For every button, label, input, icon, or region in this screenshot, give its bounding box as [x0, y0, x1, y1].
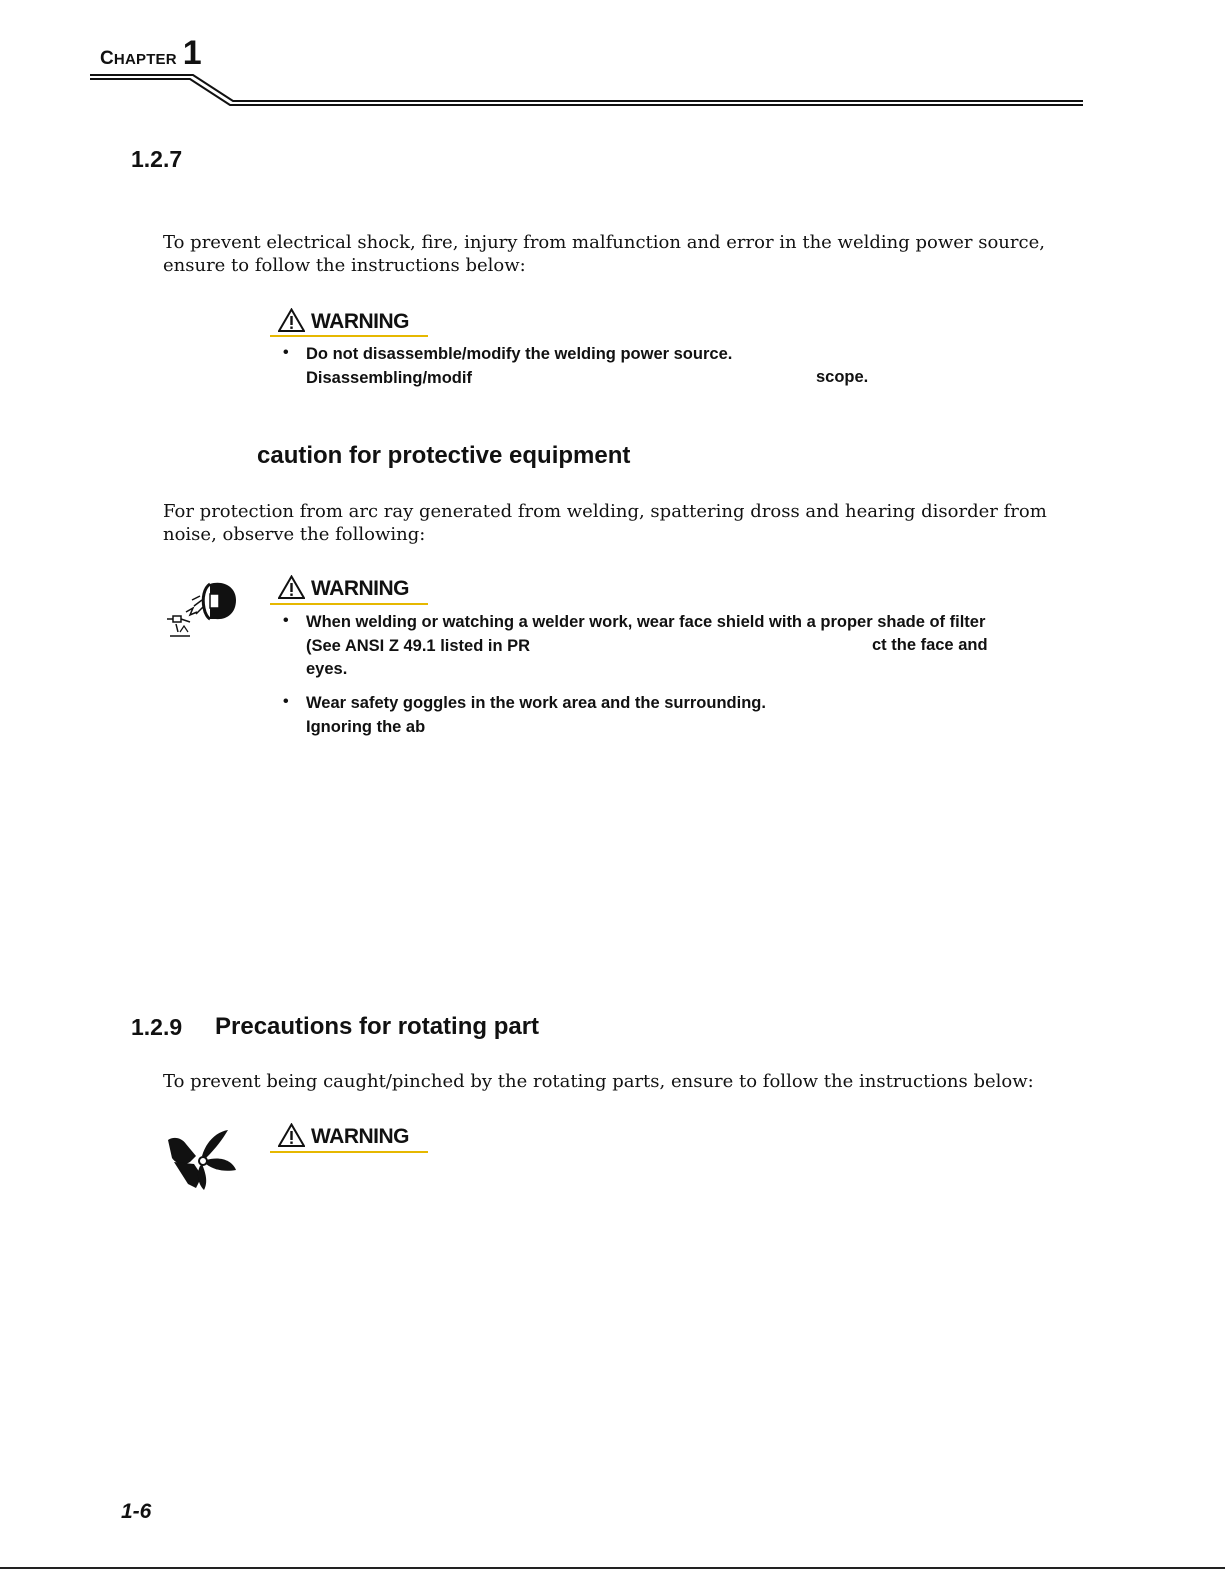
- warning-underline-127: [270, 335, 428, 337]
- section-title-128: caution for protective equipment: [257, 442, 631, 469]
- text-fragment: eyes.: [306, 660, 348, 678]
- page-bottom-rule: [0, 1567, 1225, 1569]
- section-128-intro: For protection from arc ray generated from welding, spattering dross and hearing disorder from noise, observe the following:: [163, 501, 1047, 545]
- warning-triangle-icon: [278, 1123, 305, 1147]
- section-128-bullet-2: Wear safety goggles in the work area and the surrounding. Ignoring the ab: [306, 694, 766, 736]
- section-127-bullet-1: Do not disassemble/modify the welding power source. Disassembling/modif: [306, 345, 733, 387]
- bullet-marker: •: [283, 693, 289, 710]
- welding-face-shield-icon: [166, 578, 240, 640]
- section-title-129: Precautions for rotating part: [215, 1013, 540, 1040]
- section-number-129: 1.2.9: [131, 1014, 183, 1040]
- warning-triangle-icon: [278, 308, 305, 332]
- section-129-intro: To prevent being caught/pinched by the rotating parts, ensure to follow the instructions below:: [163, 1071, 1034, 1092]
- chapter-word: CHAPTER: [100, 48, 177, 69]
- bullet-marker: •: [283, 612, 289, 629]
- page-number: 1-6: [121, 1500, 152, 1523]
- warning-header-128: WARNING: [278, 575, 409, 601]
- warning-underline-128: [270, 603, 428, 605]
- section-128-bullet-1: When welding or watching a welder work, wear face shield with a proper shade of filter (See ANSI Z 49.1 listed in PR: [306, 613, 986, 655]
- warning-header-127: WARNING: [278, 308, 409, 334]
- section-number-127: 1.2.7: [131, 146, 183, 172]
- chapter-label: [100, 36, 202, 70]
- text-fragment: ct the face and: [872, 636, 988, 654]
- chapter-header-rule: [90, 70, 1090, 110]
- bullet-marker: •: [283, 344, 289, 361]
- warning-triangle-icon: [278, 575, 305, 599]
- hand-caught-in-rotating-part-icon: [166, 1126, 238, 1192]
- warning-underline-129: [270, 1151, 428, 1153]
- warning-header-129: WARNING: [278, 1123, 409, 1149]
- chapter-number: 1: [182, 34, 202, 72]
- text-fragment: scope.: [816, 368, 869, 386]
- section-127-intro: To prevent electrical shock, fire, injury from malfunction and error in the welding power source, ensure to follow the instructions below:: [163, 232, 1045, 276]
